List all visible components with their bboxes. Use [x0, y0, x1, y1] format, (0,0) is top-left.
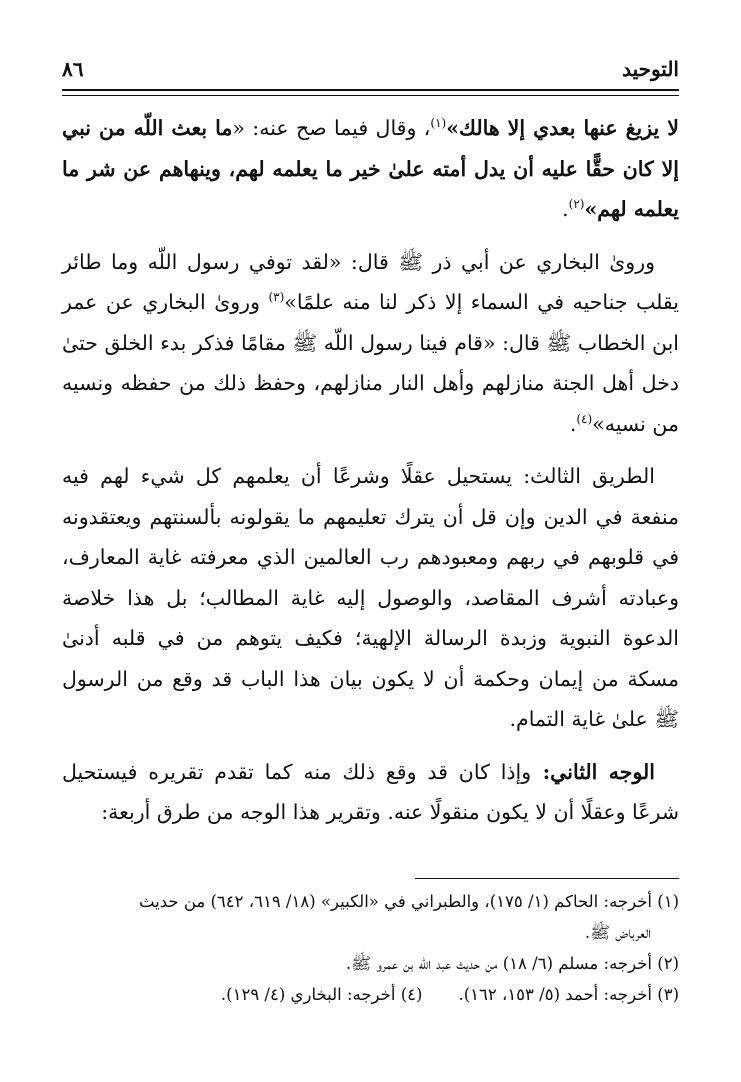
main-text [62, 108, 679, 845]
footnote-ref-4: (٤) [576, 411, 593, 426]
bold-quote-b: ما بعث اللّه من نبي إلا كان حقًّا عليه أن يدل أمته علىٰ خير ما يعلمه لهم، وينهاهم عن شر ما يعلمه لهم» [62, 116, 679, 221]
page-number: ٨٦ [62, 57, 84, 81]
running-title: التوحيد [622, 57, 679, 81]
period: . [562, 197, 569, 221]
footnote-ref-2: (٢) [568, 197, 585, 212]
footnote-4: (٤) أخرجه: البخاري (٤/ ١٢٩). [220, 985, 423, 1004]
header-rule-thin [62, 95, 679, 96]
period: . [569, 411, 577, 436]
paragraph-1 [62, 108, 679, 230]
footnote-ref-3: (٣) [268, 290, 285, 305]
text: وإذا كان قد وقع ذلك منه كما تقدم تقريره فيستحيل شرعًا وعقلًا أن لا يكون منقولًا عنه. وتقرير هذا الوجه من طرق أربعة: [62, 759, 679, 824]
paragraph-4 [62, 752, 679, 833]
footnote-separator [415, 878, 679, 879]
footnote-1: (١) أخرجه: الحاكم (١/ ١٧٥)، والطبراني في «الكبير» (١٨/ ٦١٩، ٦٤٢) من حديث [138, 892, 679, 911]
bold-quote-a: لا يزيغ عنها بعدي إلا هالك» [446, 116, 679, 140]
footnote-2: (٢) أخرجه: مسلم (٦/ ١٨) من حديث عبد اللّه بن عمرو ﷺ. [345, 954, 679, 973]
footnote-ref-1: (١) [430, 116, 447, 131]
paragraph-2 [62, 242, 679, 445]
page-header [62, 52, 679, 86]
footnote-1-cont: العرباض ﷺ. [584, 923, 651, 942]
text-a: وروىٰ البخاري عن أبي ذر ﷺ قال: «لقد توفي رسول اللّه وما طائر يقلب جناحيه في السماء إلا ذكر لنا منه علمًا» [62, 249, 679, 314]
header-rule-thick [62, 89, 679, 91]
plain-text: ، وقال فيما صح عنه: « [232, 116, 431, 140]
footnote-3: (٣) أخرجه: أحمد (٥/ ١٥٣، ١٦٢). [458, 985, 679, 1004]
paragraph-3: الطريق الثالث: يستحيل عقلًا وشرعًا أن يعلمهم كل شيء لهم فيه منفعة في الدين وإن قل أن يترك تعليمهم ما يقولونه بألسنتهم ويعتقدونه في قلوبهم في ربهم ومعبودهم رب العالمين الذي معرفته غاية المعارف، وعبادته أشرف المقاصد، والوصول إليه غاية المطالب؛ بل هذا خلاصة الدعوة النبوية وزبدة الرسالة الإلهية؛ فكيف يتوهم من في قلبه أدنىٰ مسكة من إيمان وحكمة أن لا يكون بيان هذا الباب قد وقع من الرسول ﷺ علىٰ غاية التمام. [62, 464, 679, 731]
footnote-row [62, 979, 679, 1010]
footnotes [62, 886, 679, 1010]
section-heading: الوجه الثاني: [531, 759, 655, 784]
text-b: وروىٰ البخاري عن عمر ابن الخطاب ﷺ قال: «قام فينا رسول اللّه ﷺ مقامًا فذكر بدء الخلق حتىٰ دخل أهل الجنة منازلهم وأهل النار منازلهم، وحفظ ذلك من حفظه ونسيه من نسيه» [62, 290, 679, 436]
